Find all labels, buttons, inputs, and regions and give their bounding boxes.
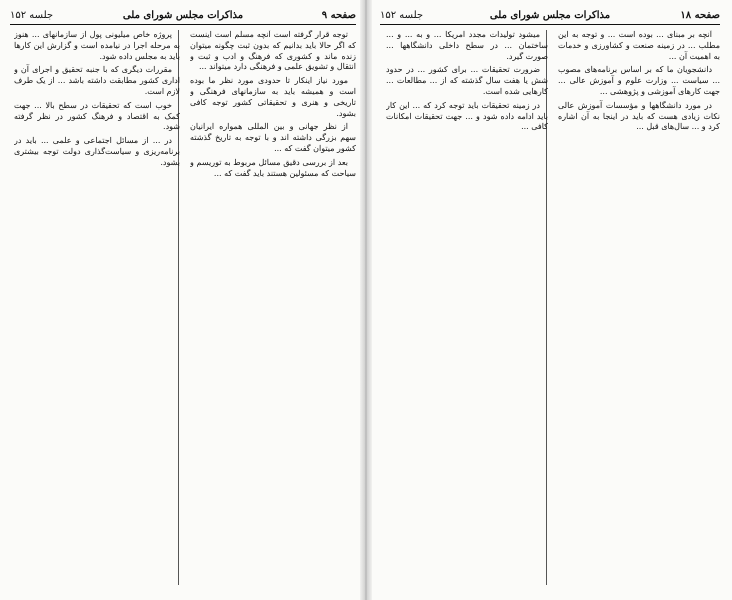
left-page-title: مذاکرات مجلس شورای ملی xyxy=(122,10,244,21)
left-page-session: جلسه ۱۵۲ xyxy=(10,10,54,21)
left-page-number: صفحه ۹ xyxy=(321,10,356,21)
paragraph: دانشجویان ما که بر اساس برنامه‌های مصوب ... سیاست ... وزارت علوم و آموزش عالی ... جهت کارهای آموزشی و پژوهشی ... xyxy=(558,65,720,96)
paragraph: توجه قرار گرفته است آنچه مسلم است اینست که اگر حالا باید بدانیم که بدون ثبت چگونه میتوان زنده ماند و کشوری که فرهنگ و ادب و ثبت و انتقال و تشویق علمی و فرهنگی دارد میتواند ... xyxy=(190,30,356,72)
right-page-title: مذاکرات مجلس شورای ملی xyxy=(489,10,611,21)
paragraph: از نظر جهانی و بین المللی همواره ایرانیان سهم بزرگی داشته اند و با توجه به تاریخ گذشته کشور میتوان گفت که ... xyxy=(190,122,356,153)
right-page xyxy=(366,0,732,600)
right-page-left-column xyxy=(386,30,548,588)
paragraph: در مورد دانشگاهها و مؤسسات آموزش عالی نکات زیادی هست که باید در اینجا به آن اشاره کرد و ... سال‌های قبل ... xyxy=(558,100,720,132)
left-page-right-column xyxy=(190,30,356,588)
right-page-session: جلسه ۱۵۲ xyxy=(380,10,424,21)
left-page-header xyxy=(10,8,356,25)
paragraph: مورد نیاز اینکار تا حدودی مورد نظر ما بوده است و همیشه باید به سازمانهای فرهنگی و تاریخی و هنری و تحقیقاتی کشور توجه کافی بشود. xyxy=(190,76,356,118)
paragraph: در زمینه تحقیقات باید توجه کرد که ... این کار باید ادامه داده شود و ... جهت تحقیقات امکانات کافی ... xyxy=(386,100,548,132)
paragraph: پروژه خاص میلیونی پول از سازمانهای ... هنوز به مرحله اجرا در نیامده است و گزارش این کارها باید به مجلس داده شود. xyxy=(14,30,180,61)
right-page-header xyxy=(380,8,720,25)
paragraph: آنچه بر مبنای ... بوده است ... و توجه به این مطلب ... در زمینه صنعت و کشاورزی و خدمات به اهمیت آن ... xyxy=(558,30,720,61)
paragraph: بعد از بررسی دقیق مسائل مربوط به توریسم و سیاحت که مسئولین هستند باید گفت که ... xyxy=(190,157,356,178)
paragraph: مقررات دیگری که با جنبه تحقیق و اجرای آن و اداری کشور مطابقت داشته باشد ... از یک طرف لازم است. xyxy=(14,65,180,96)
right-page-number: صفحه ۱۸ xyxy=(680,10,720,21)
paragraph: میشود تولیدات مجدد امریکا ... و به ... و ... ساختمان ... در سطح داخلی دانشگاهها ... صورت گیرد. xyxy=(386,30,548,61)
paragraph: خوب است که تحقیقات در سطح بالا ... جهت کمک به اقتصاد و فرهنگ کشور در نظر گرفته شود. xyxy=(14,100,180,132)
paragraph: ضرورت تحقیقات ... برای کشور ... در حدود شش یا هفت سال گذشته که از ... مطالعات ... کارهایی شده است. xyxy=(386,65,548,96)
paragraph: در ... از مسائل اجتماعی و علمی ... باید در برنامه‌ریزی و سیاست‌گذاری دولت توجه بیشتری بشود. xyxy=(14,136,180,167)
right-page-right-column xyxy=(558,30,720,588)
left-page-left-column xyxy=(14,30,180,588)
